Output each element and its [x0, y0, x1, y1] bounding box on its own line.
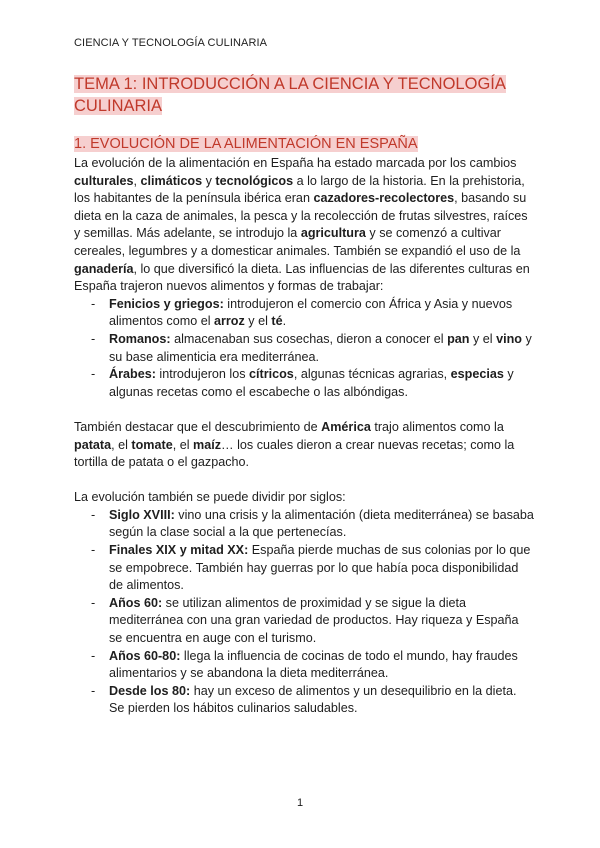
- intro-paragraph: [74, 155, 534, 296]
- bullet-dash: -: [91, 507, 96, 522]
- bold-run: tecnológicos: [215, 173, 294, 188]
- bullet-dash: -: [91, 331, 96, 346]
- bold-run: Siglo XVIII:: [109, 507, 175, 522]
- bold-run: Años 60-80:: [109, 648, 181, 663]
- bullet-dash: -: [91, 296, 96, 311]
- text-run: vino una crisis y la alimentación (dieta mediterránea) se basaba según la clase social a la que pertenecías.: [109, 507, 534, 540]
- bullet-dash: -: [91, 543, 96, 558]
- bold-run: Años 60:: [109, 595, 163, 610]
- bold-run: culturales: [74, 173, 134, 188]
- bold-run: Desde los 80:: [109, 683, 191, 698]
- list-item: [74, 507, 534, 542]
- list-item: [74, 296, 534, 331]
- text-run: y el: [244, 314, 272, 329]
- spacer: [74, 401, 534, 419]
- bold-run: Fenicios y griegos:: [109, 296, 224, 311]
- bold-run: maíz: [193, 437, 222, 452]
- bullet-dash: -: [91, 595, 96, 610]
- centuries-list: [74, 507, 534, 718]
- bold-run: agricultura: [300, 226, 366, 241]
- text-run: trajo alimentos como la: [370, 419, 504, 434]
- list-item: [74, 683, 534, 718]
- list-item: [74, 595, 534, 648]
- text-run: y su base alimenticia era mediterránea.: [109, 331, 532, 364]
- bold-run: ganadería: [74, 261, 134, 276]
- bullet-dash: -: [91, 367, 96, 382]
- bold-run: cazadores-recolectores: [313, 191, 455, 206]
- text-run: , lo que diversificó la dieta. Las influencias de las diferentes culturas en España trajeron nuevos alimentos y formas de trabajar:: [74, 261, 530, 294]
- bullet-dash: -: [91, 648, 96, 663]
- text-run: , algunas técnicas agrarias,: [293, 367, 451, 382]
- section-body: [74, 155, 534, 718]
- list-item: [74, 331, 534, 366]
- bold-run: tomate: [131, 437, 173, 452]
- text-run: ,: [133, 173, 141, 188]
- bold-run: América: [321, 419, 371, 434]
- list-item: [74, 648, 534, 683]
- bold-run: pan: [447, 331, 470, 346]
- text-run: .: [282, 314, 287, 329]
- centuries-intro: La evolución también se puede dividir por siglos:: [74, 490, 346, 505]
- text-run: almacenaban sus cosechas, dieron a conocer el: [170, 331, 448, 346]
- bold-run: Finales XIX y mitad XX:: [109, 543, 249, 558]
- text-run: llega la influencia de cocinas de todo el mundo, hay fraudes alimentarios y se abandona la dieta mediterránea.: [109, 648, 518, 681]
- text-run: hay un exceso de alimentos y un desequilibrio en la dieta. Se pierden los hábitos culinarios saludables.: [109, 683, 517, 716]
- text-run: , el: [111, 437, 132, 452]
- bold-run: Árabes:: [109, 367, 156, 382]
- bold-run: té: [271, 314, 283, 329]
- page-number: 1: [296, 797, 304, 809]
- cultures-list: [74, 296, 534, 402]
- text-run: introdujeron el comercio con África y Asia y nuevos alimentos como el: [109, 296, 513, 329]
- text-run: … los cuales dieron a crear nuevas recetas; como la tortilla de patata o el gazpacho.: [74, 437, 515, 470]
- page-title-text: TEMA 1: INTRODUCCIÓN A LA CIENCIA Y TECNOLOGÍA CULINARIA: [74, 75, 506, 115]
- text-run: y: [202, 173, 216, 188]
- bullet-dash: -: [91, 683, 96, 698]
- text-run: se utilizan alimentos de proximidad y se sigue la dieta mediterránea con una gran variedad de productos. Hay riqueza y España se encuentra en auge con el turismo.: [109, 595, 519, 646]
- text-run: introdujeron los: [155, 367, 250, 382]
- bold-run: patata: [74, 437, 112, 452]
- running-header: CIENCIA Y TECNOLOGÍA CULINARIA: [74, 37, 268, 49]
- bold-run: vino: [496, 331, 522, 346]
- text-run: También destacar que el descubrimiento de: [74, 419, 322, 434]
- text-run: , el: [172, 437, 194, 452]
- list-item: [74, 366, 534, 401]
- text-run: , basando su dieta en la caza de animales, la pesca y la recolección de frutas silvestres, raíces y semillas. Más adelante, se introdujo la: [74, 191, 528, 241]
- page-title: [74, 73, 514, 117]
- bold-run: cítricos: [249, 367, 294, 382]
- text-run: España pierde muchas de sus colonias por lo que se empobrece. También hay guerras por lo que había poca disponibilidad de alimentos.: [109, 543, 531, 593]
- section-heading-text: 1. EVOLUCIÓN DE LA ALIMENTACIÓN EN ESPAÑA: [74, 136, 418, 152]
- bold-run: climáticos: [140, 173, 203, 188]
- bold-run: especias: [450, 367, 504, 382]
- section-heading: [74, 134, 418, 154]
- text-run: y se comenzó a cultivar cereales, legumbres y a domesticar animales. También se expandió el uso de la: [74, 226, 521, 258]
- text-run: La evolución de la alimentación en España ha estado marcada por los cambios: [74, 156, 517, 170]
- bold-run: arroz: [214, 314, 245, 329]
- bold-run: Romanos:: [109, 331, 171, 346]
- america-paragraph: [74, 419, 534, 472]
- text-run: y el: [469, 331, 497, 346]
- list-item: [74, 542, 534, 595]
- spacer: [74, 472, 534, 490]
- text-run: y algunas recetas como el escabeche o las albóndigas.: [109, 367, 514, 399]
- text-run: a lo largo de la historia. En la prehistoria, los habitantes de la península ibérica eran: [74, 173, 525, 206]
